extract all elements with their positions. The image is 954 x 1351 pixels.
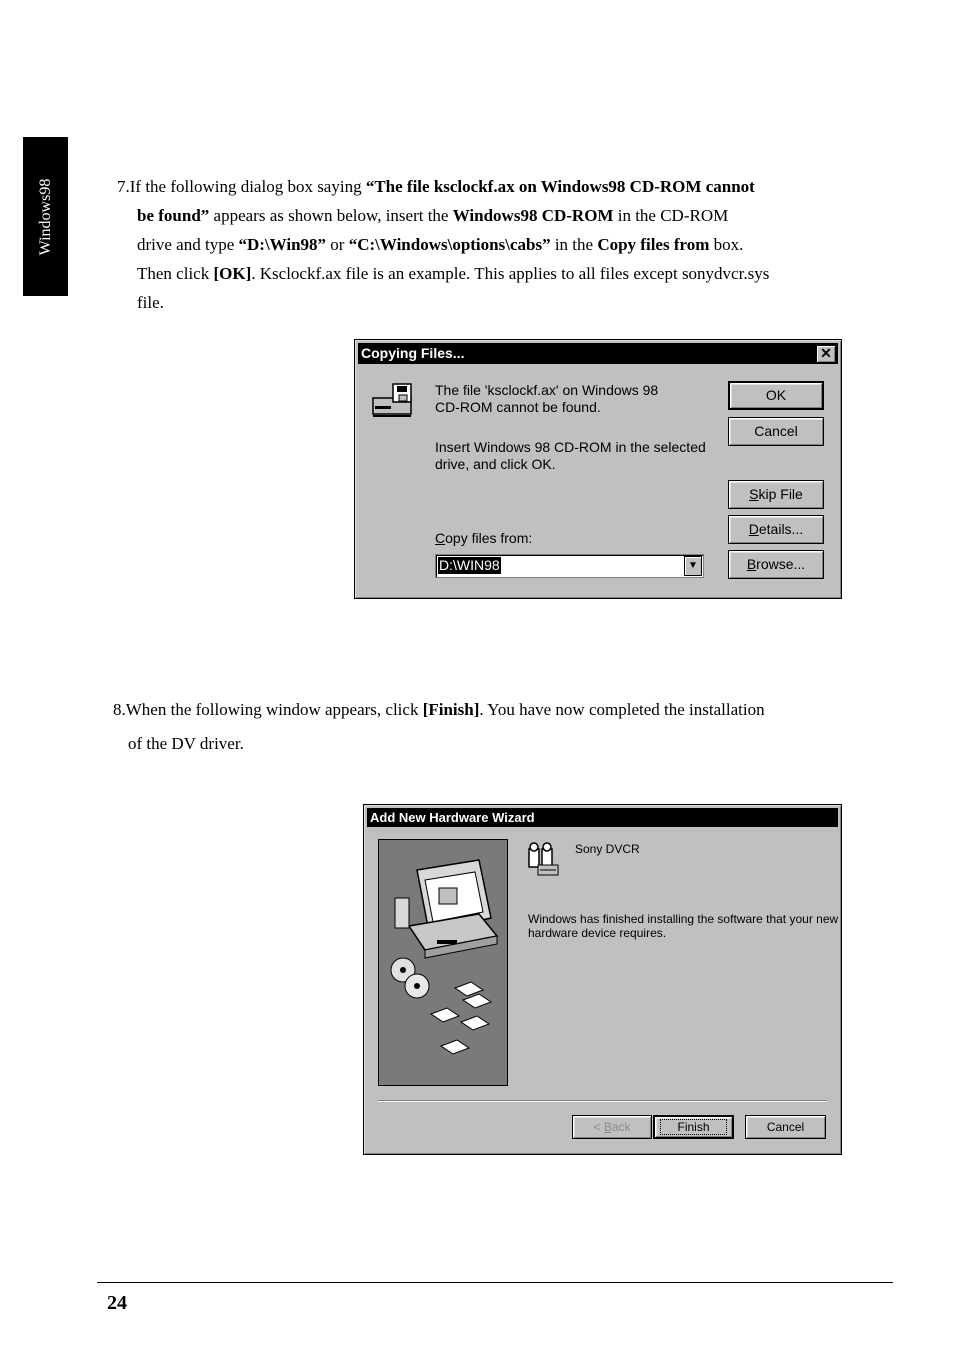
close-icon[interactable]: ✕	[816, 345, 836, 363]
insert-disk-message: Insert Windows 98 CD-ROM in the selected drive, and click OK.	[435, 439, 706, 472]
copying-files-dialog	[354, 339, 842, 599]
dialog-title: Copying Files...	[361, 345, 465, 361]
camcorder-device-icon	[526, 841, 562, 877]
skip-file-button[interactable]: Skip File	[728, 480, 824, 509]
ok-button[interactable]: OK	[728, 381, 824, 410]
wizard-cancel-button[interactable]: Cancel	[745, 1115, 826, 1139]
copy-files-from-value: D:\WIN98	[439, 557, 500, 573]
wizard-illustration	[378, 839, 508, 1086]
browse-button[interactable]: Browse...	[728, 550, 824, 579]
device-name: Sony DVCR	[575, 842, 640, 856]
copy-files-from-label: Copy files from:	[435, 530, 533, 546]
wizard-separator	[378, 1100, 827, 1102]
step-8-paragraph: 8.When the following window appears, click [Finish]. You have now completed the installation of the DV driver.	[113, 700, 765, 753]
back-button[interactable]: < Back	[572, 1115, 652, 1139]
wizard-title: Add New Hardware Wizard	[370, 810, 535, 825]
details-button[interactable]: Details...	[728, 515, 824, 544]
copying-files-titlebar	[358, 343, 838, 364]
footer-rule	[97, 1282, 893, 1283]
dropdown-arrow-icon[interactable]: ▼	[684, 556, 702, 576]
step-7-paragraph: 7.If the following dialog box saying “The file ksclockf.ax on Windows98 CD-ROM cannot be found” appears as shown below, insert the Windows98 CD-ROM in the CD-ROM drive and type “D:\Win98” or “C:\Windows\options\cabs” in the Copy files from box. Then click [OK]. Ksclockf.ax file is an example. This applies to all files except sonydvcr.sys file.	[117, 177, 770, 312]
page-number: 24	[107, 1292, 127, 1314]
side-tab-label: Windows98	[36, 178, 54, 255]
wizard-titlebar	[367, 808, 838, 827]
copy-files-from-combobox[interactable]	[435, 554, 704, 578]
finish-button[interactable]: Finish	[653, 1115, 734, 1139]
cancel-button[interactable]: Cancel	[728, 417, 824, 446]
section-side-tab	[23, 137, 68, 296]
computer-and-disks-illustration	[379, 840, 507, 1085]
missing-file-message: The file 'ksclockf.ax' on Windows 98 CD-ROM cannot be found.	[435, 382, 659, 415]
add-new-hardware-wizard	[363, 804, 842, 1155]
wizard-finished-message: Windows has finished installing the software that your new hardware device requires.	[528, 912, 839, 940]
disk-drive-icon	[371, 382, 415, 420]
